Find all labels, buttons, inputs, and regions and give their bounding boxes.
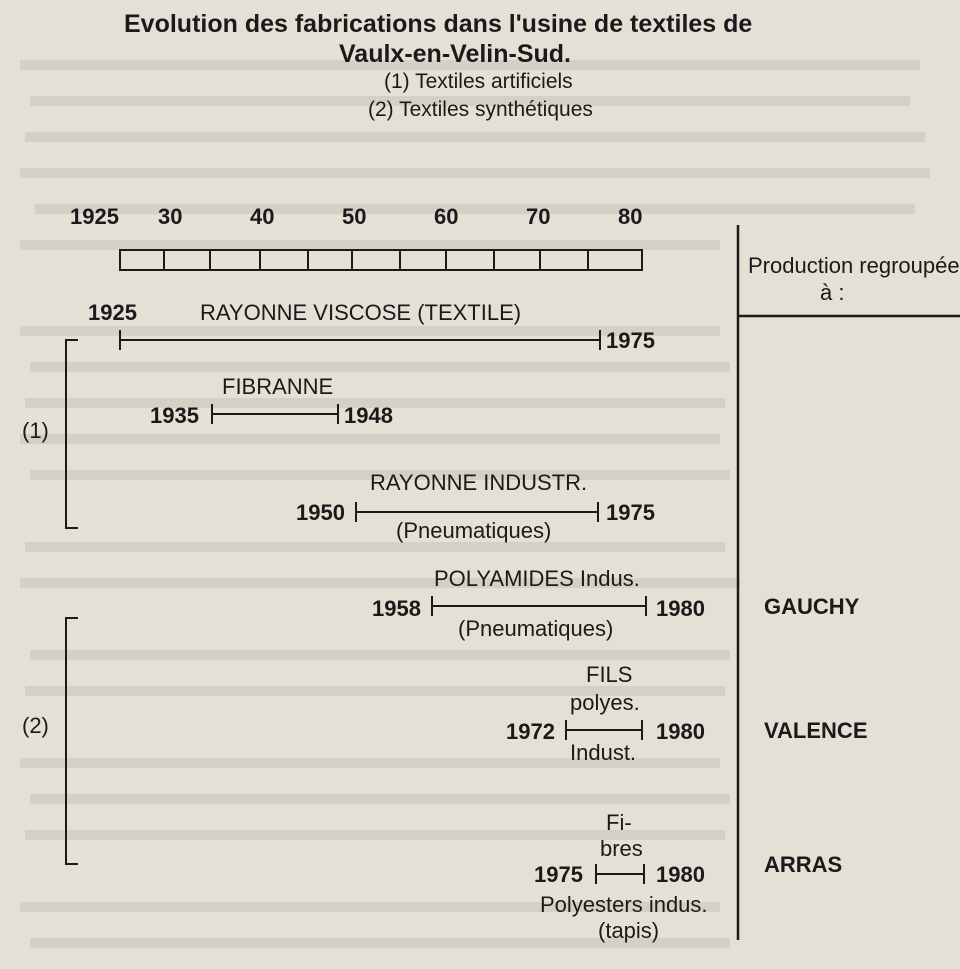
start-year: 1972	[506, 719, 555, 744]
legend-synthetic: (2) Textiles synthétiques	[368, 98, 593, 121]
group1-bracket	[66, 340, 78, 528]
end-year: 1980	[656, 596, 705, 621]
end-year: 1980	[656, 862, 705, 887]
period-bar-rayonne-viscose	[120, 330, 600, 350]
start-year: 1950	[296, 500, 345, 525]
legend-artificial: (1) Textiles artificiels	[384, 70, 573, 93]
product-name: FILS	[586, 662, 633, 687]
start-year: 1925	[88, 300, 137, 325]
product-note: (Pneumatiques)	[396, 518, 552, 543]
group-label-artificial: (1)	[22, 418, 49, 443]
axis-tick-label: 80	[618, 204, 643, 229]
production-header-suffix: à :	[820, 280, 845, 305]
start-year: 1975	[534, 862, 583, 887]
product-name: POLYAMIDES Indus.	[434, 566, 640, 591]
axis-tick-label: 70	[526, 204, 551, 229]
period-bar-fibres-polyesters	[596, 864, 644, 884]
production-site-valence: VALENCE	[764, 718, 868, 743]
product-note: Indust.	[570, 740, 637, 765]
title-line-2: Vaulx-en-Velin-Sud.	[339, 40, 571, 68]
start-year: 1958	[372, 596, 421, 621]
product-note: (tapis)	[598, 918, 660, 943]
end-year: 1980	[656, 719, 705, 744]
period-bar-fibranne	[212, 404, 338, 424]
axis-tick-label: 30	[158, 204, 183, 229]
product-note: Polyesters indus.	[540, 892, 708, 917]
period-bar-polyamides	[432, 596, 646, 616]
axis-tick-label: 50	[342, 204, 367, 229]
product-note: (Pneumatiques)	[458, 616, 614, 641]
axis-tick-label: 1925	[70, 204, 119, 229]
production-header: Production regroupée	[748, 253, 960, 278]
title-line-1: Evolution des fabrications dans l'usine de textiles de	[124, 10, 753, 38]
start-year: 1935	[150, 403, 199, 428]
period-bar-fils-polyes	[566, 720, 642, 740]
product-name: bres	[600, 836, 643, 861]
product-name: Fi-	[606, 810, 632, 835]
product-name: polyes.	[570, 690, 640, 715]
end-year: 1948	[344, 403, 393, 428]
group2-bracket	[66, 618, 78, 864]
product-name: FIBRANNE	[222, 374, 334, 399]
end-year: 1975	[606, 500, 655, 525]
end-year: 1975	[606, 328, 655, 353]
product-name: RAYONNE INDUSTR.	[370, 470, 588, 495]
production-site-arras: ARRAS	[764, 852, 843, 877]
axis-tick-label: 40	[250, 204, 275, 229]
group-label-synthetic: (2)	[22, 713, 49, 738]
production-site-gauchy: GAUCHY	[764, 594, 860, 619]
timeline-scale-bar	[120, 250, 642, 270]
product-name: RAYONNE VISCOSE (TEXTILE)	[200, 300, 522, 325]
axis-tick-label: 60	[434, 204, 459, 229]
